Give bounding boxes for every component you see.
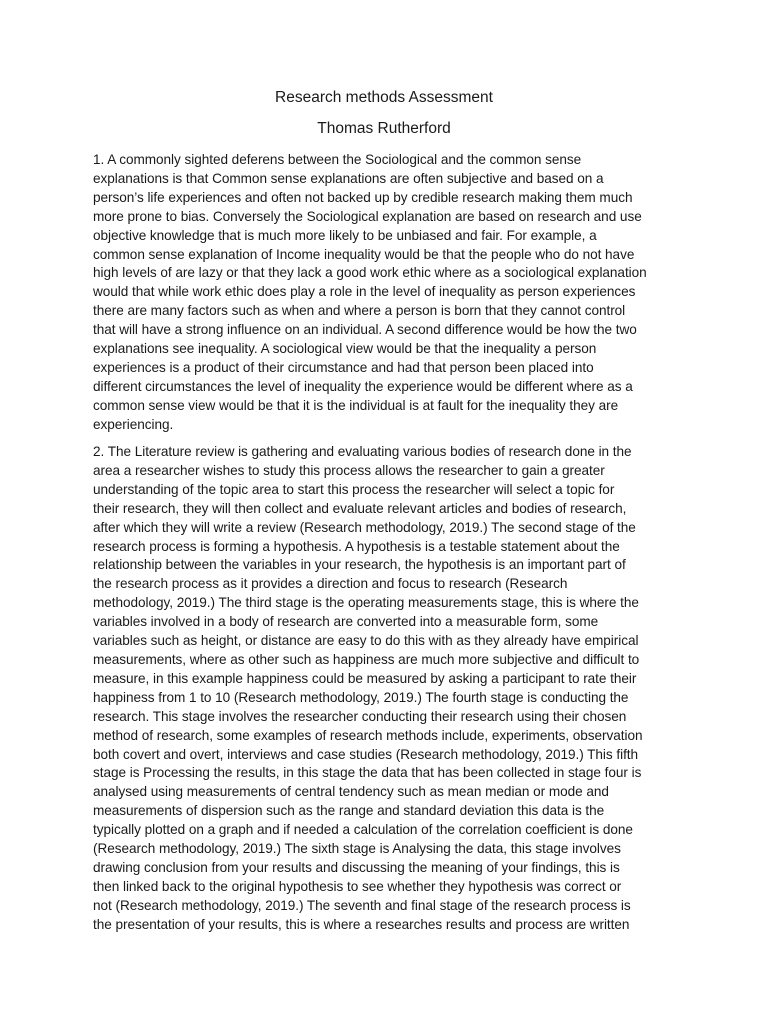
paragraph-line: research. This stage involves the researcher conducting their research using their chosen bbox=[93, 708, 627, 724]
paragraph-line: explanations see inequality. A sociological view would be that the inequality a person bbox=[93, 341, 597, 357]
paragraph-line: method of research, some examples of research methods include, experiments, observation bbox=[93, 727, 643, 743]
paragraph-line: the presentation of your results, this is where a researches results and process are written bbox=[93, 916, 630, 932]
paragraph-line: measurements of dispersion such as the range and standard deviation this data is the bbox=[93, 803, 605, 819]
paragraph-line: different circumstances the level of inequality the experience would be different where as a bbox=[93, 378, 633, 394]
paragraph-line: not (Research methodology, 2019.) The seventh and final stage of the research process is bbox=[93, 897, 631, 913]
paragraph-line: variables such as height, or distance are easy to do this with as they already have empirical bbox=[93, 633, 639, 649]
paragraph-line: stage is Processing the results, in this stage the data that has been collected in stage four is bbox=[93, 765, 642, 781]
paragraph-line: there are many factors such as when and where a person is born that they cannot control bbox=[93, 303, 626, 319]
document-title: Research methods Assessment bbox=[275, 89, 493, 106]
paragraph-line: measure, in this example happiness could be measured by asking a participant to rate their bbox=[93, 670, 637, 686]
paragraph-1 bbox=[93, 151, 681, 435]
paragraph-line: measurements, where as other such as happiness are much more subjective and difficult to bbox=[93, 651, 640, 667]
paragraph-line: after which they will write a review (Research methodology, 2019.) The second stage of the bbox=[93, 519, 636, 535]
paragraph-line: common sense view would be that it is the individual is at fault for the inequality they are bbox=[93, 397, 619, 413]
paragraph-line: high levels of are lazy or that they lack a good work ethic where as a sociological explanation bbox=[93, 265, 647, 281]
paragraph-line: (Research methodology, 2019.) The sixth stage is Analysing the data, this stage involves bbox=[93, 841, 621, 857]
paragraph-line: person’s life experiences and often not backed up by credible research making them much bbox=[93, 189, 633, 205]
paragraph-line: variables involved in a body of research are converted into a measurable form, some bbox=[93, 614, 599, 630]
paragraph-line: understanding of the topic area to start this process the researcher will select a topic for bbox=[93, 481, 615, 497]
paragraph-line: 2. The Literature review is gathering and evaluating various bodies of research done in the bbox=[93, 444, 632, 459]
paragraph-line: relationship between the variables in your research, the hypothesis is an important part of bbox=[93, 557, 626, 573]
paragraph-line: experiences is a product of their circumstance and had that person been placed into bbox=[93, 359, 594, 375]
paragraph-line: research process is forming a hypothesis. A hypothesis is a testable statement about the bbox=[93, 538, 620, 554]
paragraph-line: then linked back to the original hypothesis to see whether they hypothesis was correct or bbox=[93, 878, 622, 894]
paragraph-line: typically plotted on a graph and if needed a calculation of the correlation coefficient is done bbox=[93, 822, 633, 838]
paragraph-line: the research process as it provides a direction and focus to research (Research bbox=[93, 576, 568, 592]
paragraph-line: experiencing. bbox=[93, 416, 174, 432]
paragraph-line: 1. A commonly sighted deferens between the Sociological and the common sense bbox=[93, 152, 582, 167]
paragraph-line: common sense explanation of Income inequality would be that the people who do not have bbox=[93, 246, 635, 262]
paragraph-line: both covert and overt, interviews and case studies (Research methodology, 2019.) This fifth bbox=[93, 746, 639, 762]
paragraph-line: their research, they will then collect and evaluate relevant articles and bodies of research, bbox=[93, 500, 627, 516]
paragraph-2 bbox=[93, 443, 681, 935]
paragraph-line: that will have a strong influence on an individual. A second difference would be how the two bbox=[93, 322, 637, 338]
paragraph-line: explanations is that Common sense explanations are often subjective and based on a bbox=[93, 170, 604, 186]
paragraph-line: methodology, 2019.) The third stage is the operating measurements stage, this is where the bbox=[93, 595, 639, 611]
paragraph-line: drawing conclusion from your results and discussing the meaning of your findings, this is bbox=[93, 859, 620, 875]
paragraph-line: area a researcher wishes to study this process allows the researcher to gain a greater bbox=[93, 462, 605, 478]
paragraph-line: objective knowledge that is much more likely to be unbiased and fair. For example, a bbox=[93, 227, 597, 243]
author-name: Thomas Rutherford bbox=[317, 120, 451, 137]
paragraph-line: would that while work ethic does play a role in the level of inequality as person experiences bbox=[93, 284, 636, 300]
paragraph-line: more prone to bias. Conversely the Sociological explanation are based on research and use bbox=[93, 208, 642, 224]
paragraph-line: happiness from 1 to 10 (Research methodology, 2019.) The fourth stage is conducting the bbox=[93, 689, 629, 705]
paragraph-line: analysed using measurements of central tendency such as mean median or mode and bbox=[93, 784, 609, 800]
